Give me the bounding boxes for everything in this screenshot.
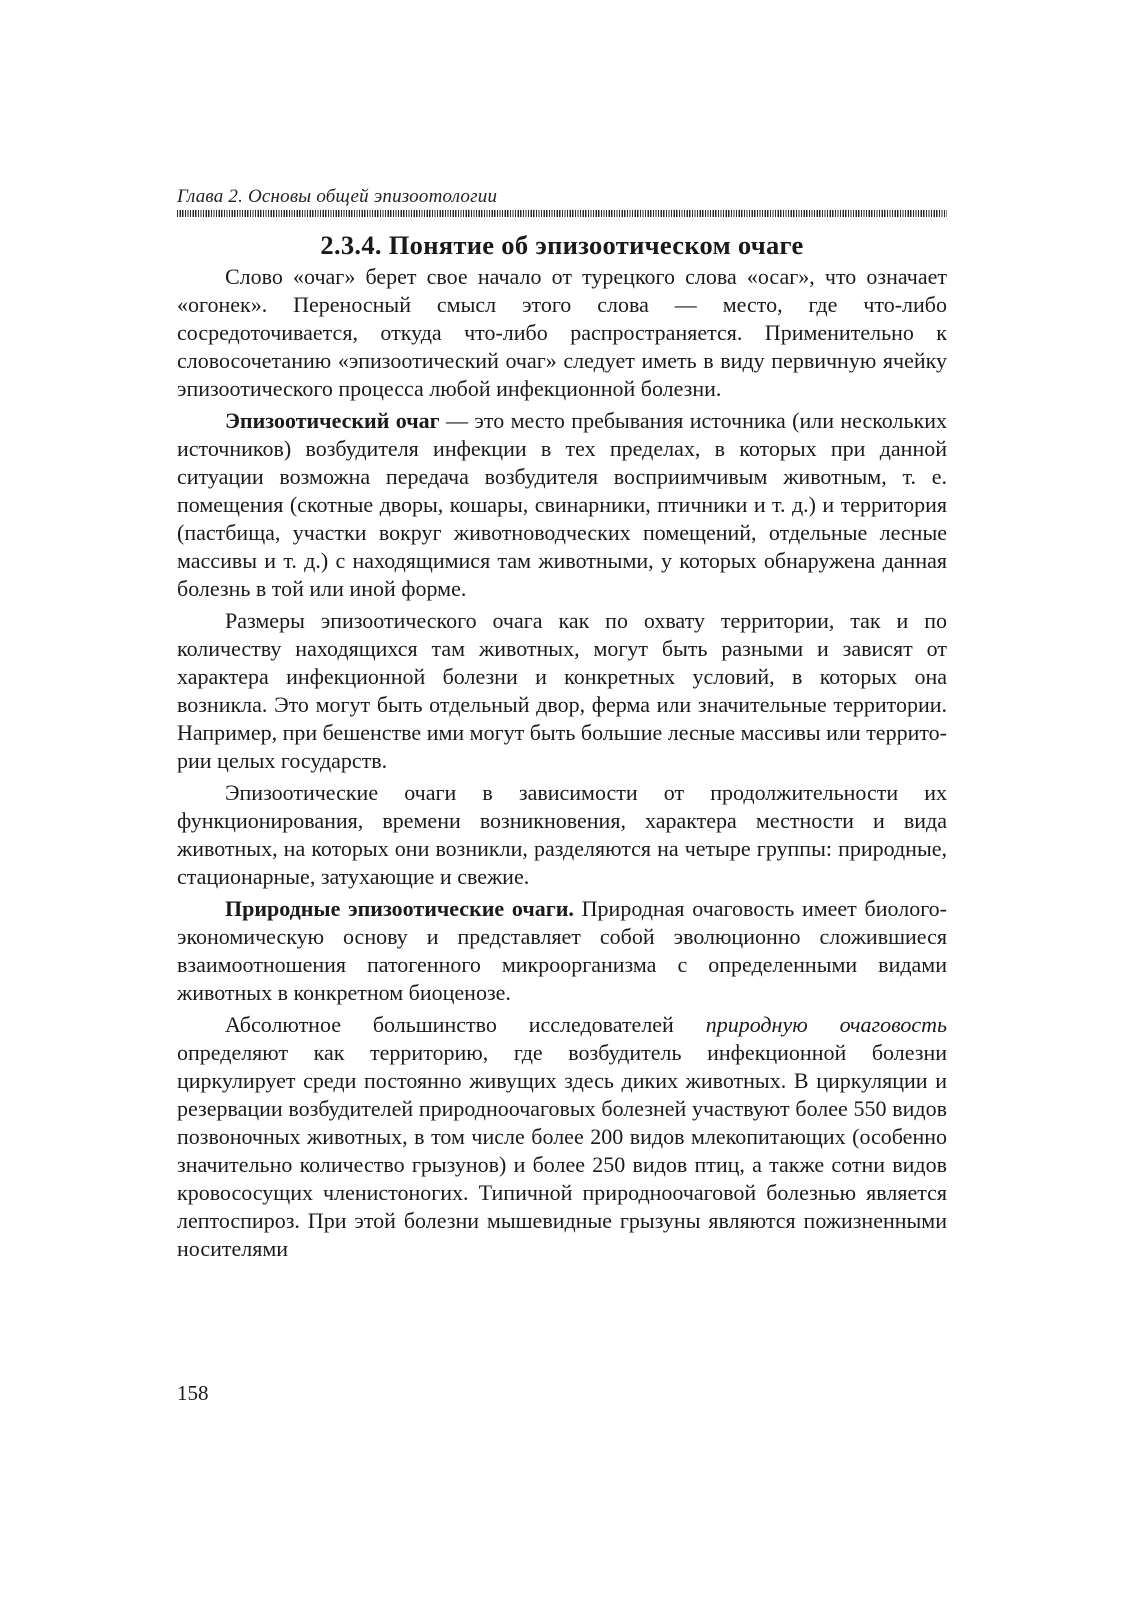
section-title: 2.3.4. Понятие об эпизоотическом очаге: [320, 230, 804, 260]
paragraph-1: Слово «очаг» берет свое начало от турецкого слова «осаг», что означает «огонек». Переносный смысл этого слова — место, где что-либо сосредоточивается, откуда что-либо распространяется. Применительно к словосочетанию «эпизоотический очаг» следует иметь в виду первичную ячейку эпизоотического процесса любой инфекционной болезни.: [177, 264, 947, 401]
paragraph-2-text: — это место пребывания источника (или нескольких источников) возбудителя инфекции в тех пределах, в которых при данной ситуации возможна передача возбудителя восприимчивым животным, т. е. помещения (скотные дворы, кошары, свинарники, птичники и т. д.) и территория (пастбища, участки вокруг животноводческих помещений, отдельные лесные массивы и т. д.) с находящимися там животными, у которых обнаружена данная болезнь в той или иной форме.: [177, 408, 947, 601]
term-natural-foci: Природные эпизоотические очаги.: [225, 896, 574, 921]
term-episootic-focus: Эпизоотический очаг: [225, 408, 440, 433]
italic-natural-focality: природную очаговость: [705, 1012, 947, 1037]
paragraph-6-start: Абсолютное большинство исследователей: [225, 1012, 706, 1037]
header-rule: [177, 210, 947, 217]
paragraph-2: [177, 407, 947, 603]
paragraph-6-text: определяют как территорию, где возбудитель инфекционной болезни циркулирует среди постоянно живущих здесь диких животных. В циркуляции и резервации возбудителей природноочаговых болезней участвуют более 550 видов позвоночных животных, в том числе более 200 видов млекопитающих (особенно значительно количество грызунов) и более 250 видов птиц, а также сотни видов кровососущих членистоногих. Типичной природноочаговой болезнью является лептоспироз. При этой болезни мышевидные грызуны являются пожизненными носителями: [177, 1040, 947, 1261]
page-content: [177, 186, 947, 1263]
paragraph-3: Размеры эпизоотического очага как по охвату территории, так и по количеству находящихся там животных, могут быть разными и зависят от характера инфекционной болезни и конкретных условий, в которых она возникла. Это могут быть отдельный двор, ферма или значительные территории. Например, при бешенстве ими могут быть большие лесные массивы или территории целых государств.: [177, 608, 947, 773]
paragraph-5-text: Природная очаговость имеет биолого-экономическую основу и представляет собой эволюционно сложившиеся взаимоотношения патогенного микроорганизма с определенными видами животных в конкретном биоценозе.: [177, 896, 947, 1005]
page-number: 158: [177, 1381, 209, 1405]
running-head: Глава 2. Основы общей эпизоотологии: [177, 186, 498, 207]
body-text: [177, 263, 947, 1263]
paragraph-6: [177, 1011, 947, 1263]
paragraph-4: Эпизоотические очаги в зависимости от продолжительности их функционирования, времени возникновения, характера местности и вида животных, на которых они возникли, разделяются на четыре группы: природные, стационарные, затухающие и свежие.: [177, 780, 947, 889]
paragraph-5: [177, 895, 947, 1007]
